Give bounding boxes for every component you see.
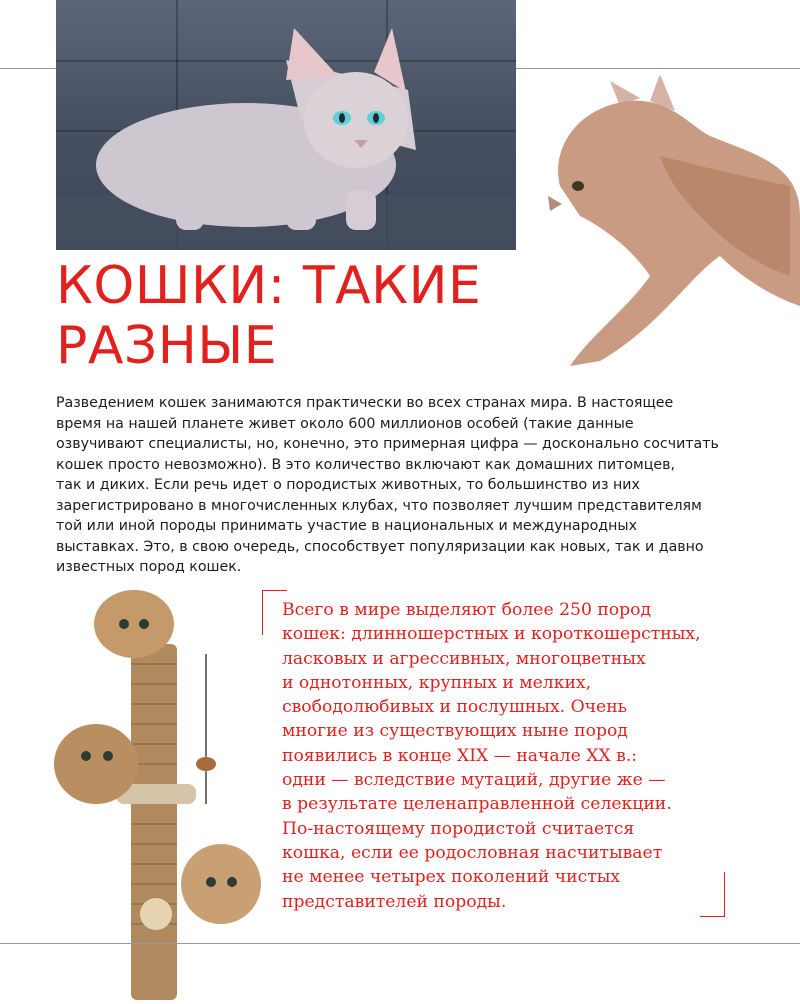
intro-paragraph xyxy=(56,393,756,578)
bottom-rule xyxy=(0,943,800,944)
cornish-rex-cat-photo xyxy=(540,76,800,376)
pullquote xyxy=(282,598,732,914)
body-line: зарегистрировано в многочисленных клубах, что позволяет лучшим представителям xyxy=(56,497,702,514)
quote-line: свободолюбивых и послушных. Очень xyxy=(282,697,628,718)
quote-line: многие из существующих ныне пород xyxy=(282,721,628,742)
quote-line: в результате целенаправленной селекции. xyxy=(282,794,672,815)
body-line: так и диких. Если речь идет о породистых животных, то большинство из них xyxy=(56,477,640,493)
sphynx-cat-photo xyxy=(56,0,516,250)
quote-line: не менее четырех поколений чистых xyxy=(282,867,621,888)
body-line: известных пород кошек. xyxy=(56,559,242,575)
body-line: кошек просто невозможно). В это количество включают как домашних питомцев, xyxy=(56,456,676,473)
quote-line: представителей породы. xyxy=(282,891,507,912)
title-line: РАЗНЫЕ xyxy=(56,316,278,376)
body-line: выставках. Это, в свою очередь, способствует популяризации как новых, так и давно xyxy=(56,538,704,555)
quote-line: По-настоящему породистой считается xyxy=(282,818,635,839)
body-line: Разведением кошек занимаются практически во всех странах мира. В настоящее xyxy=(56,395,674,411)
quote-line: кошка, если ее родословная насчитывает xyxy=(282,842,663,863)
title-line: КОШКИ: ТАКИЕ xyxy=(56,256,482,316)
quote-line: кошек: длинношерстных и короткошерстных, xyxy=(282,624,701,645)
quote-line: ласковых и агрессивных, многоцветных xyxy=(282,648,646,669)
quote-line: и однотонных, крупных и мелких, xyxy=(282,672,592,693)
body-line: время на нашей планете живет около 600 миллионов особей (такие данные xyxy=(56,415,634,432)
body-line: той или иной породы принимать участие в национальных и международных xyxy=(56,518,637,534)
page-title xyxy=(56,256,526,376)
quote-line: Всего в мире выделяют более 250 пород xyxy=(282,600,652,620)
quote-line: одни — вследствие мутаций, другие же — xyxy=(282,770,666,791)
body-line: озвучивают специалисты, но, конечно, это примерная цифра — досконально сосчитать xyxy=(56,436,719,452)
quote-line: появились в конце XIX — начале XX в.: xyxy=(282,745,638,766)
kittens-on-scratching-post-photo xyxy=(46,584,266,1000)
